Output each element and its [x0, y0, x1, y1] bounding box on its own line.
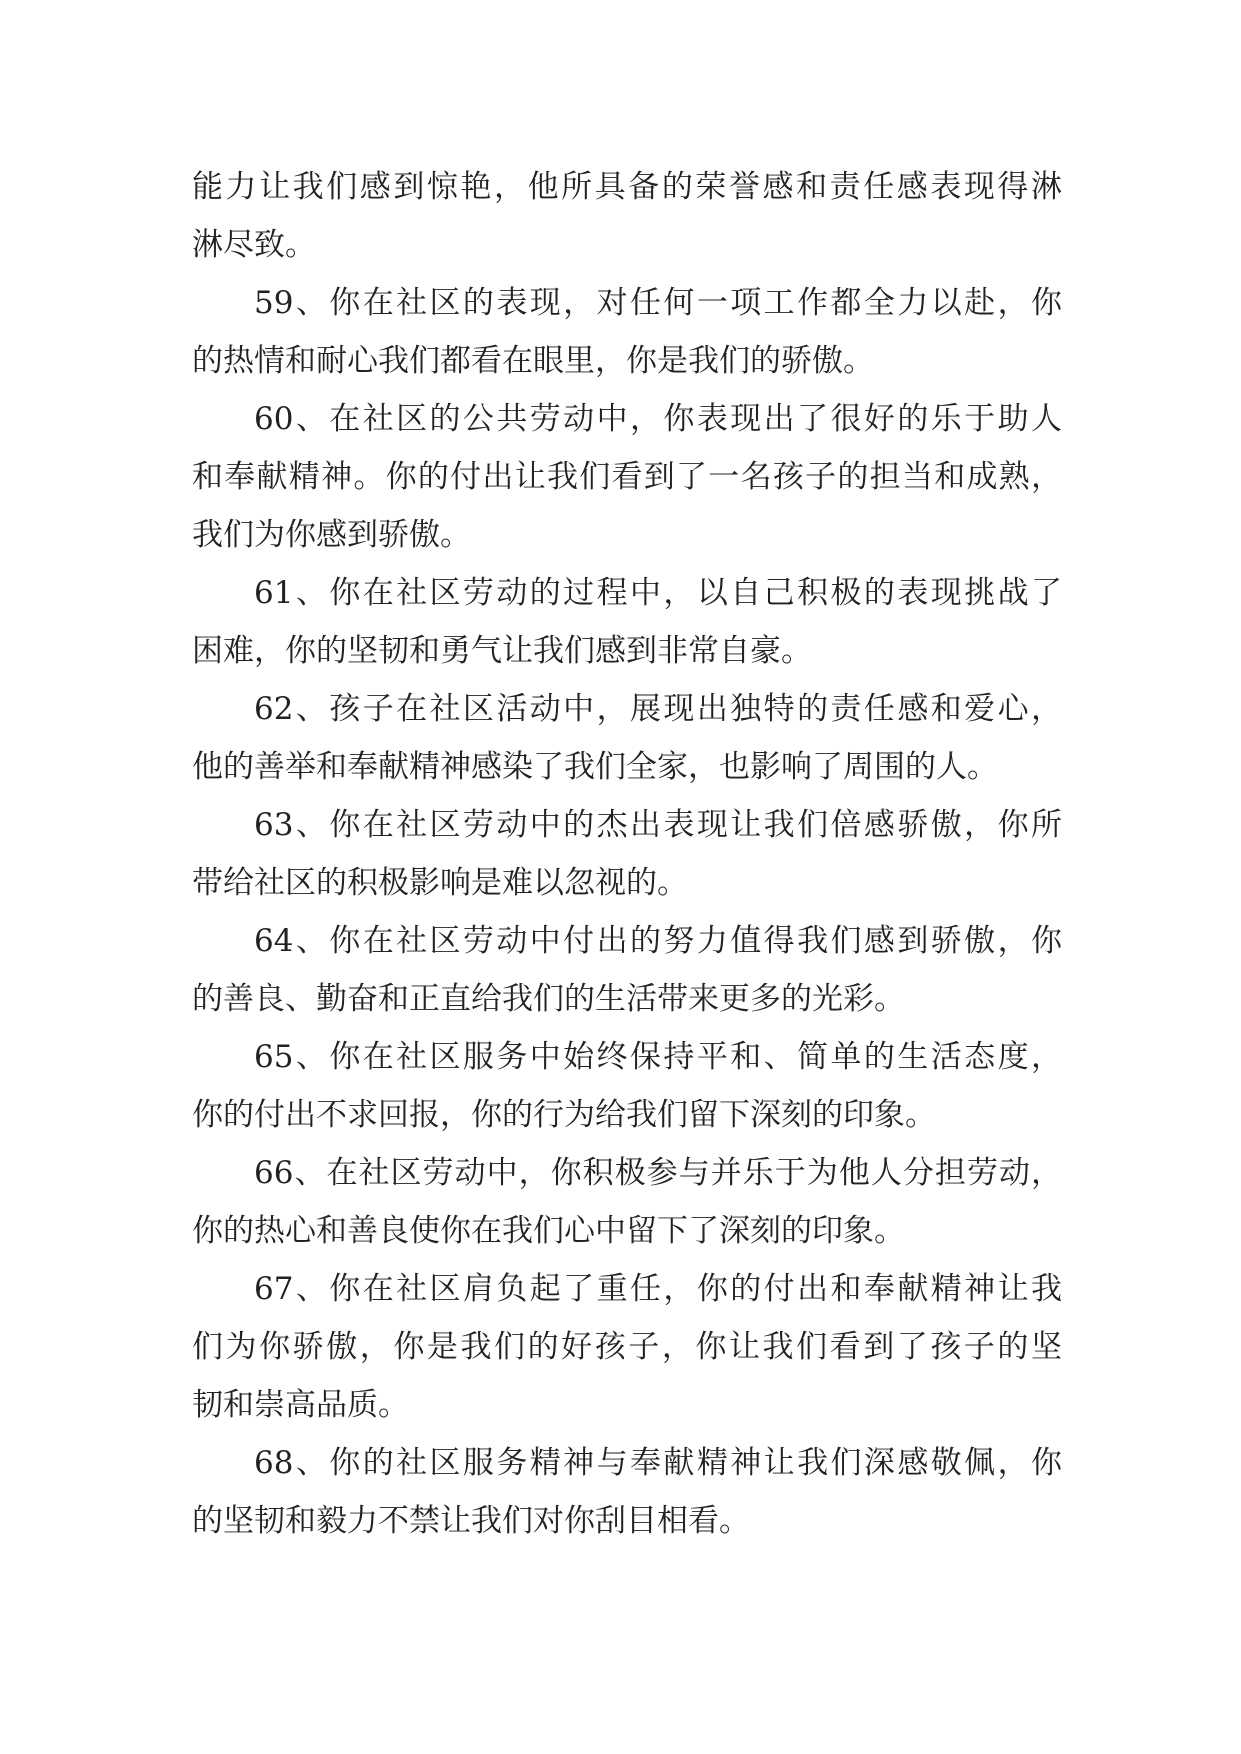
- paragraph-64: [192, 912, 1062, 1028]
- paragraph-68: [192, 1434, 1062, 1550]
- text-line: 能力让我们感到惊艳，他所具备的荣誉感和责任感表现得淋: [192, 169, 1062, 205]
- text-line: 们为你骄傲，你是我们的好孩子，你让我们看到了孩子的坚: [192, 1329, 1062, 1365]
- text-line: 和奉献精神。你的付出让我们看到了一名孩子的担当和成熟，: [192, 459, 1062, 495]
- text-line: 困难，你的坚韧和勇气让我们感到非常自豪。: [192, 633, 812, 669]
- paragraph-63: [192, 796, 1062, 912]
- text-line: 的坚韧和毅力不禁让我们对你刮目相看。: [192, 1503, 750, 1539]
- paragraph-59: [192, 274, 1062, 390]
- text-line: 66、在社区劳动中，你积极参与并乐于为他人分担劳动，: [254, 1155, 1062, 1191]
- text-line: 韧和崇高品质。: [192, 1387, 409, 1423]
- text-line: 60、在社区的公共劳动中，你表现出了很好的乐于助人: [254, 401, 1062, 437]
- text-line: 带给社区的积极影响是难以忽视的。: [192, 865, 688, 901]
- text-line: 61、你在社区劳动的过程中，以自己积极的表现挑战了: [254, 575, 1062, 611]
- text-line: 65、你在社区服务中始终保持平和、简单的生活态度，: [254, 1039, 1062, 1075]
- paragraph-65: [192, 1028, 1062, 1144]
- text-line: 他的善举和奉献精神感染了我们全家，也影响了周围的人。: [192, 749, 998, 785]
- text-line: 62、孩子在社区活动中，展现出独特的责任感和爱心，: [254, 691, 1062, 727]
- paragraph-61: [192, 564, 1062, 680]
- paragraph-60: [192, 390, 1062, 564]
- text-line: 64、你在社区劳动中付出的努力值得我们感到骄傲，你: [254, 923, 1062, 959]
- text-line: 59、你在社区的表现，对任何一项工作都全力以赴，你: [254, 285, 1062, 321]
- paragraph-66: [192, 1144, 1062, 1260]
- text-line: 淋尽致。: [192, 227, 316, 263]
- paragraph-67: [192, 1260, 1062, 1434]
- text-line: 你的热心和善良使你在我们心中留下了深刻的印象。: [192, 1213, 905, 1249]
- text-line: 63、你在社区劳动中的杰出表现让我们倍感骄傲，你所: [254, 807, 1062, 843]
- text-line: 的热情和耐心我们都看在眼里，你是我们的骄傲。: [192, 343, 874, 379]
- text-line: 67、你在社区肩负起了重任，你的付出和奉献精神让我: [254, 1271, 1062, 1307]
- document-body: [192, 158, 1062, 1550]
- text-line: 你的付出不求回报，你的行为给我们留下深刻的印象。: [192, 1097, 936, 1133]
- text-line: 的善良、勤奋和正直给我们的生活带来更多的光彩。: [192, 981, 905, 1017]
- paragraph-continued: [192, 158, 1062, 274]
- text-line: 我们为你感到骄傲。: [192, 517, 471, 553]
- paragraph-62: [192, 680, 1062, 796]
- text-line: 68、你的社区服务精神与奉献精神让我们深感敬佩，你: [254, 1445, 1062, 1481]
